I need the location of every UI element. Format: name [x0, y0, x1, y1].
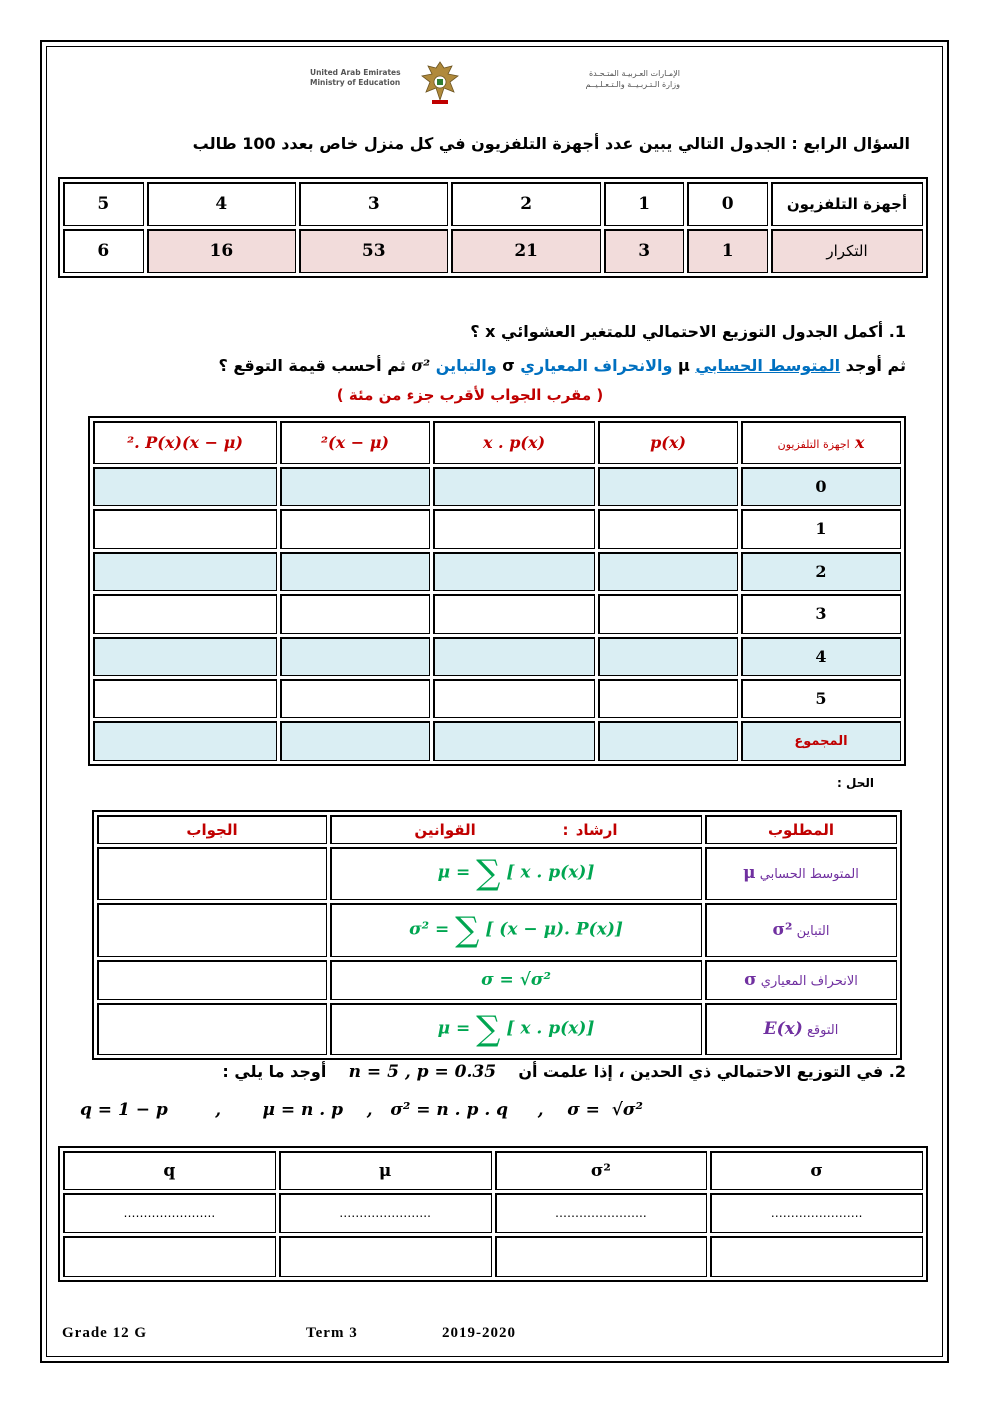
- formula-name-expectation: التوقع E(x): [705, 1003, 897, 1055]
- dist-x-2: 2: [741, 552, 901, 591]
- ministry-name-en: United Arab Emirates Ministry of Education: [310, 68, 401, 87]
- answer-cell[interactable]: [93, 721, 277, 761]
- sum-icon: ∑: [455, 909, 480, 950]
- freq-count-5: 6: [63, 229, 144, 273]
- dist-x-5: 5: [741, 679, 901, 718]
- table-row: [93, 637, 901, 676]
- table-row: [93, 509, 901, 548]
- answer-cell[interactable]: [280, 509, 430, 548]
- freq-x-4: 4: [147, 182, 296, 226]
- table-row: [93, 679, 901, 718]
- answer-cell[interactable]: [433, 509, 595, 548]
- answer-cell[interactable]: [280, 594, 430, 633]
- answer-cell[interactable]: [280, 552, 430, 591]
- answer-cell[interactable]: [93, 594, 277, 633]
- dist-header-devsq: (x − μ)²: [280, 421, 430, 464]
- formula-variance: σ² = ∑ [ (x − μ). P(x)]: [330, 903, 702, 957]
- table-row: [97, 903, 897, 957]
- answer-cell[interactable]: [495, 1236, 708, 1277]
- formula-header-hint: ارشاد : القوانين: [330, 815, 702, 844]
- freq-x-5: 5: [63, 182, 144, 226]
- freq-count-2: 21: [451, 229, 600, 273]
- table-row: [97, 960, 897, 1000]
- answer-cell[interactable]: [93, 679, 277, 718]
- answer-cell[interactable]: [433, 637, 595, 676]
- answer-cell[interactable]: [279, 1236, 492, 1277]
- formula-table: [92, 810, 902, 1060]
- dist-header-px: p(x): [598, 421, 738, 464]
- answer-cell[interactable]: [598, 637, 738, 676]
- answer-cell[interactable]: [433, 679, 595, 718]
- answer-cell[interactable]: [433, 721, 595, 761]
- answer-cell[interactable]: [598, 679, 738, 718]
- answer-cell[interactable]: [97, 847, 327, 899]
- formula-mean: μ = ∑ [ x . p(x)]: [330, 847, 702, 899]
- answer-cell[interactable]: [710, 1236, 923, 1277]
- answer-cell[interactable]: [433, 594, 595, 633]
- answer-cell[interactable]: [63, 1236, 276, 1277]
- binom-header-sigma: σ: [710, 1151, 923, 1190]
- answer-cell[interactable]: [433, 467, 595, 506]
- answer-cell[interactable]: [598, 509, 738, 548]
- sum-icon: ∑: [476, 1008, 501, 1049]
- table-row: [93, 552, 901, 591]
- answer-cell[interactable]: [598, 594, 738, 633]
- answer-cell[interactable]: [97, 903, 327, 957]
- answer-cell[interactable]: [280, 637, 430, 676]
- dist-total-label: المجموع: [741, 721, 901, 761]
- answer-cell[interactable]: [93, 637, 277, 676]
- binom-header-mu: μ: [279, 1151, 492, 1190]
- answer-cell[interactable]: [97, 1003, 327, 1055]
- freq-count-4: 16: [147, 229, 296, 273]
- frequency-table: [58, 177, 928, 278]
- footer-grade: Grade 12 G: [62, 1325, 147, 1341]
- distribution-table: [88, 416, 906, 766]
- freq-header-tv: أجهزة التلفزيون: [771, 182, 923, 226]
- formula-header-answer: الجواب: [97, 815, 327, 844]
- formula-name-variance: التباين σ²: [705, 903, 897, 957]
- ministry-logo: [310, 60, 680, 108]
- binom-header-var: σ²: [495, 1151, 708, 1190]
- answer-cell[interactable]: [433, 552, 595, 591]
- answer-cell[interactable]: [97, 960, 327, 1000]
- table-row: [97, 847, 897, 899]
- formula-expectation: μ = ∑ [ x . p(x)]: [330, 1003, 702, 1055]
- part1-line1: 1. أكمل الجدول التوزيع الاحتمالي للمتغير العشوائي x ؟: [470, 322, 906, 341]
- dist-header-devsqp: (x − μ)². P(x): [93, 421, 277, 464]
- mean-link: المتوسط الحسابي: [695, 356, 841, 375]
- answer-cell[interactable]: [280, 467, 430, 506]
- given-values: n = 5 , p = 0.35: [348, 1062, 497, 1082]
- freq-x-1: 1: [604, 182, 685, 226]
- answer-cell[interactable]: [598, 552, 738, 591]
- ministry-name-ar: الإمـارات العـربيـة المتـحـدة وزارة الـتـربـيــة والـتـعـلـيــم: [585, 69, 680, 89]
- footer-year: 2019-2020: [442, 1325, 516, 1341]
- binom-answer-q[interactable]: …………………..: [63, 1193, 276, 1232]
- binom-answer-mu[interactable]: …………………..: [279, 1193, 492, 1232]
- freq-x-2: 2: [451, 182, 600, 226]
- answer-cell[interactable]: [93, 552, 277, 591]
- formula-header-required: المطلوب: [705, 815, 897, 844]
- freq-count-3: 53: [299, 229, 448, 273]
- falcon-emblem-icon: [418, 60, 462, 106]
- binom-answer-sigma[interactable]: …………………..: [710, 1193, 923, 1232]
- solution-label: الحل :: [837, 776, 874, 790]
- binom-header-q: q: [63, 1151, 276, 1190]
- binom-answer-var[interactable]: …………………..: [495, 1193, 708, 1232]
- answer-cell[interactable]: [598, 721, 738, 761]
- binomial-formulas: q = 1 − p , μ = n . p , σ² = n . p . q , σ = √σ²: [80, 1100, 643, 1120]
- answer-cell[interactable]: [280, 721, 430, 761]
- dist-x-0: 0: [741, 467, 901, 506]
- rounding-note: ( مقرب الجواب لأقرب جزء من مئة ): [336, 386, 604, 404]
- footer-term: Term 3: [306, 1325, 358, 1341]
- dist-x-3: 3: [741, 594, 901, 633]
- dist-x-1: 1: [741, 509, 901, 548]
- question-title: السؤال الرابع : الجدول التالي يبين عدد أجهزة التلفزيون في كل منزل خاص بعدد 100 طالب: [192, 134, 910, 153]
- dist-header-xpx: x . p(x): [433, 421, 595, 464]
- formula-name-mean: المتوسط الحسابي μ: [705, 847, 897, 899]
- part1-line2: ثم أوجد المتوسط الحسابي μ والانحراف المعياري σ والتباين σ² ثم أحسب قيمة التوقع ؟: [218, 356, 906, 375]
- sum-icon: ∑: [476, 853, 501, 894]
- table-row: [97, 1003, 897, 1055]
- freq-x-0: 0: [687, 182, 768, 226]
- answer-cell[interactable]: [280, 679, 430, 718]
- formula-std: σ = √σ²: [330, 960, 702, 1000]
- dist-header-x: x اجهزة التلفزيون: [741, 421, 901, 464]
- answer-cell[interactable]: [598, 467, 738, 506]
- table-row: [93, 467, 901, 506]
- freq-count-0: 1: [687, 229, 768, 273]
- table-row: [93, 721, 901, 761]
- freq-header-count: التكرار: [771, 229, 923, 273]
- answer-cell[interactable]: [93, 467, 277, 506]
- part2-line: 2. في التوزيع الاحتمالي ذي الحدين ، إذا علمت أن n = 5 , p = 0.35 أوجد ما يلي :: [222, 1062, 906, 1082]
- answer-cell[interactable]: [93, 509, 277, 548]
- formula-name-std: الانحراف المعياري σ: [705, 960, 897, 1000]
- dist-x-4: 4: [741, 637, 901, 676]
- binomial-table: [58, 1146, 928, 1282]
- table-row: [93, 594, 901, 633]
- freq-x-3: 3: [299, 182, 448, 226]
- freq-count-1: 3: [604, 229, 685, 273]
